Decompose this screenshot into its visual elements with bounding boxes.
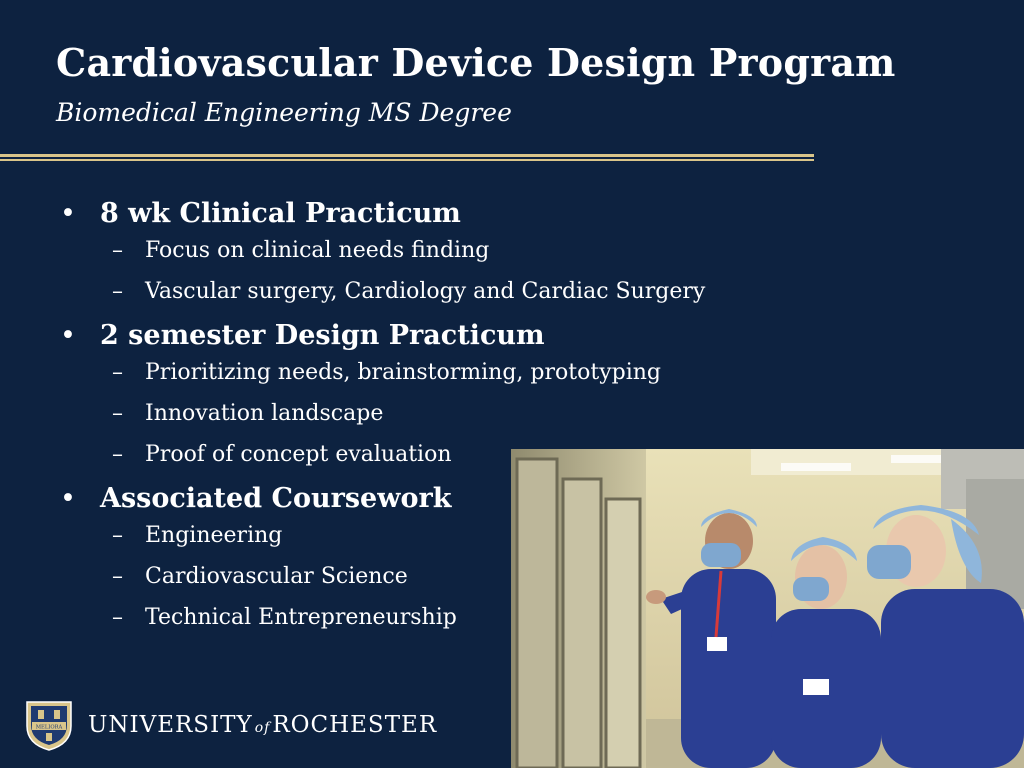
clinical-photo	[511, 449, 1024, 768]
sub-bullet-item: – Proof of concept evaluation	[112, 442, 452, 467]
university-logo	[24, 698, 437, 752]
sub-bullet-text: Vascular surgery, Cardiology and Cardiac Surgery	[145, 279, 706, 304]
sub-bullet-item: – Cardiovascular Science	[112, 564, 408, 589]
slide-title: Cardiovascular Device Design Program	[56, 40, 896, 85]
university-wordmark	[88, 712, 437, 738]
bullet-group	[56, 196, 776, 307]
sub-bullet-text: Focus on clinical needs finding	[145, 238, 490, 263]
wordmark-rochester: ROCHESTER	[272, 712, 438, 738]
sub-bullet-item: – Focus on clinical needs finding	[112, 238, 490, 263]
sub-bullet-item: – Vascular surgery, Cardiology and Cardiac Surgery	[112, 279, 706, 304]
sub-bullet-text: Proof of concept evaluation	[145, 442, 452, 467]
bullet-text: 2 semester Design Practicum	[100, 320, 545, 351]
sub-bullet-item: – Innovation landscape	[112, 401, 384, 426]
shield-icon	[24, 698, 74, 752]
bullet-item: • 8 wk Clinical Practicum	[60, 198, 461, 229]
bullet-text: Associated Coursework	[100, 483, 452, 514]
title-rule-secondary	[0, 159, 814, 161]
wordmark-of: of	[254, 720, 271, 736]
sub-bullet-text: Cardiovascular Science	[145, 564, 408, 589]
sub-bullet-item: – Prioritizing needs, brainstorming, prototyping	[112, 360, 661, 385]
sub-bullet-text: Innovation landscape	[145, 401, 384, 426]
sub-bullet-text: Prioritizing needs, brainstorming, prototyping	[145, 360, 661, 385]
sub-bullet-text: Technical Entrepreneurship	[145, 605, 457, 630]
slide-subtitle: Biomedical Engineering MS Degree	[56, 98, 512, 127]
bullet-item: • 2 semester Design Practicum	[60, 320, 545, 351]
sub-bullet-item: – Engineering	[112, 523, 283, 548]
bullet-text: 8 wk Clinical Practicum	[100, 198, 461, 229]
bullet-group	[56, 318, 776, 470]
seal-text: MELIORA	[35, 724, 63, 731]
bullet-item: • Associated Coursework	[60, 483, 452, 514]
wordmark-university: UNIVERSITY	[88, 712, 253, 738]
sub-bullet-text: Engineering	[145, 523, 283, 548]
sub-bullet-item: – Technical Entrepreneurship	[112, 605, 457, 630]
title-rule	[0, 154, 814, 157]
